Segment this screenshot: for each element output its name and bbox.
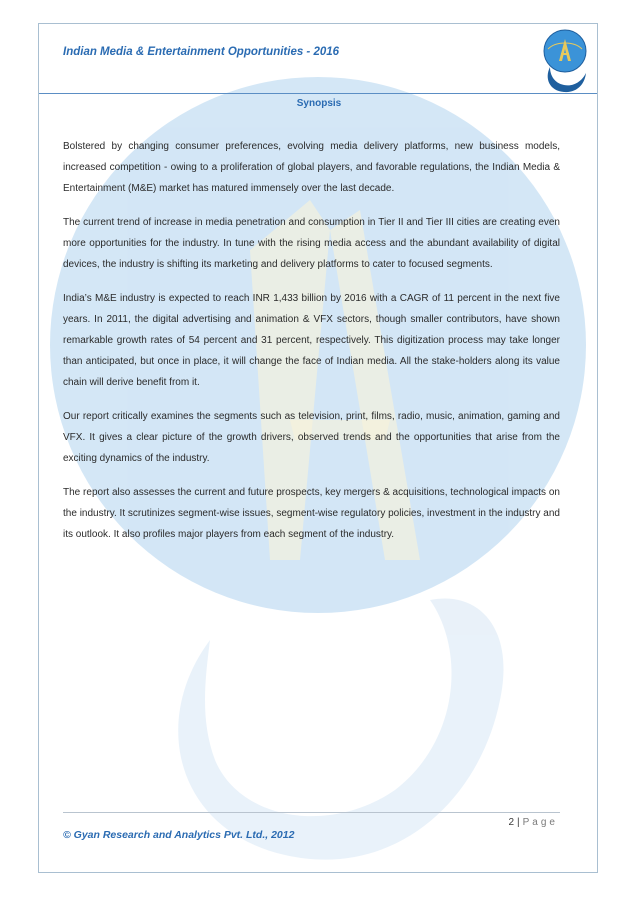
paragraph: The current trend of increase in media penetration and consumption in Tier II and Tier III cities are creating even more opportunities for the industry. In tune with the rising media access and the abundant availability of digital devices, the industry is shifting its marketing and delivery platforms to cater to focused segments.	[63, 217, 560, 270]
footer-divider	[63, 812, 560, 813]
paragraph: India’s M&E industry is expected to reach INR 1,433 billion by 2016 with a CAGR of 11 percent in the next five years. In 2011, the digital advertising and animation & VFX sectors, though smaller contributors, have shown remarkable growth rates of 54 percent and 31 percent, respectively. This digitization process may take longer than anticipated, but once in place, it will change the face of Indian media. All the stake-holders along its value chain will derive benefit from it.	[63, 293, 560, 388]
page-number-separator: |	[517, 817, 520, 828]
page-number	[508, 817, 558, 828]
paragraph: The report also assesses the current and future prospects, key mergers & acquisitions, technological impacts on the industry. It scrutinizes segment-wise issues, segment-wise regulatory policies, investment in the industry and its outlook. It also profiles major players from each segment of the industry.	[63, 487, 560, 540]
paragraph: Our report critically examines the segments such as television, print, films, radio, music, animation, gaming and VFX. It gives a clear picture of the growth drivers, observed trends and the opportunities that arise from the exciting dynamics of the industry.	[63, 411, 560, 464]
section-heading: Synopsis	[296, 98, 342, 109]
page-label: Page	[522, 817, 558, 828]
paragraph: Bolstered by changing consumer preferences, evolving media delivery platforms, new business models, increased competition - owing to a proliferation of global players, and favorable regulations, the Indian Media & Entertainment (M&E) market has matured immensely over the last decade.	[63, 141, 560, 194]
header-divider	[39, 93, 597, 94]
header-title: Indian Media & Entertainment Opportunities - 2016	[63, 46, 340, 58]
synopsis-body	[63, 136, 560, 558]
footer-copyright: © Gyan Research and Analytics Pvt. Ltd., 2012	[63, 829, 295, 841]
page-number-value: 2	[508, 817, 515, 828]
gyan-logo-icon	[542, 27, 588, 93]
